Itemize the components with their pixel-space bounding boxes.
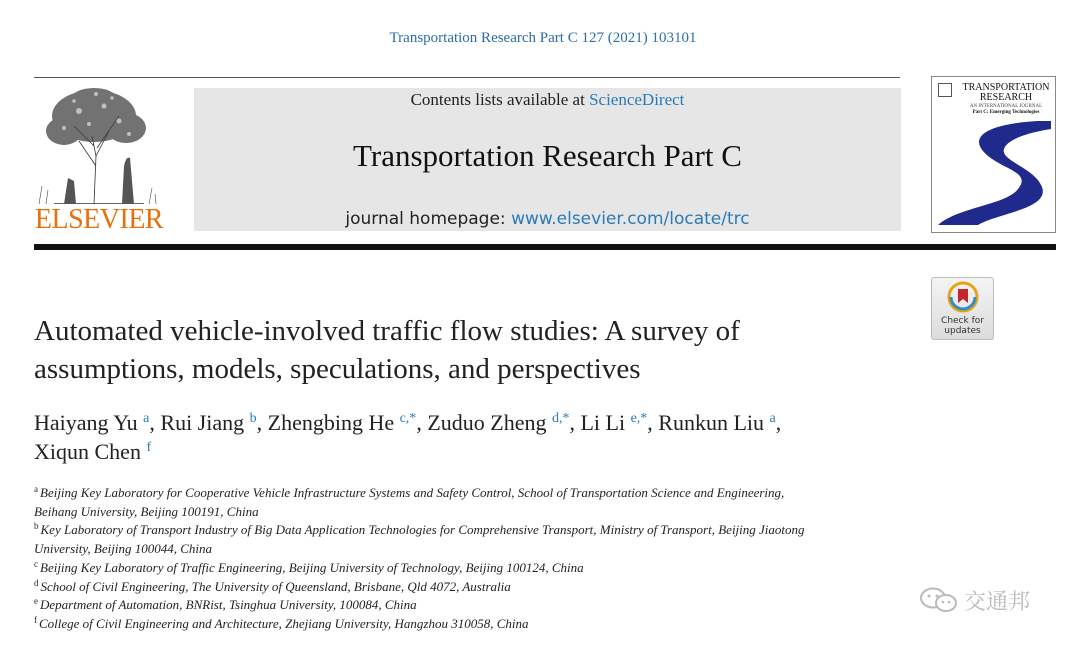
homepage-label: journal homepage:	[345, 209, 512, 229]
cover-part-label: Part C: Emerging Technologies	[972, 110, 1040, 115]
affiliation-item	[34, 578, 914, 597]
elsevier-tree-icon	[34, 86, 160, 204]
author[interactable]	[34, 410, 149, 435]
affiliation-text-cont: University, Beijing 100044, China	[34, 541, 213, 557]
cover-title-line1: TRANSPORTATION	[962, 82, 1050, 93]
author[interactable]	[268, 410, 417, 435]
affiliation-text-cont: Beihang University, Beijing 100191, China	[34, 503, 259, 519]
author-name: Haiyang Yu	[34, 410, 138, 435]
homepage-link[interactable]: www.elsevier.com/locate/trc	[511, 209, 750, 229]
affiliation-item	[34, 484, 914, 521]
crossmark-icon	[947, 281, 979, 313]
elsevier-wordmark: ELSEVIER	[34, 204, 164, 235]
affiliation-text: Department of Automation, BNRist, Tsinghua University, 100084, China	[40, 597, 417, 613]
article-title	[34, 312, 914, 388]
journal-citation[interactable]: Transportation Research Part C 127 (2021) 103101	[389, 30, 697, 46]
author-affiliation-marker[interactable]: c,*	[399, 411, 417, 426]
affiliation-text: Key Laboratory of Transport Industry of Big Data Application Technologies for Comprehensive Transport, Ministry of Transport, Beijing Jiaotong	[40, 522, 805, 538]
article-title-line1: Automated vehicle-involved traffic flow studies: A survey of	[34, 315, 740, 347]
author-affiliation-marker[interactable]: a	[143, 411, 150, 426]
journal-cover-thumbnail[interactable]	[931, 76, 1056, 233]
author[interactable]	[658, 410, 775, 435]
cover-publisher-icon	[938, 83, 952, 97]
affiliation-text: College of Civil Engineering and Architecture, Zhejiang University, Hangzhou 310058, China	[39, 615, 529, 631]
author-affiliation-marker[interactable]: e,*	[630, 411, 648, 426]
cover-river-graphic-icon	[938, 121, 1051, 225]
affiliation-key: f	[34, 614, 37, 625]
cover-title-line2: RESEARCH	[979, 92, 1033, 103]
header-rule	[34, 77, 900, 78]
journal-banner	[194, 88, 901, 231]
wechat-watermark	[918, 585, 1030, 615]
affiliation-key: e	[34, 596, 38, 607]
author-affiliation-marker[interactable]: f	[146, 440, 152, 455]
journal-name: Transportation Research Part C	[353, 138, 742, 173]
affiliation-item	[34, 596, 914, 615]
elsevier-logo[interactable]	[32, 86, 166, 236]
author-name: Zhengbing He	[267, 410, 395, 435]
cover-title	[956, 83, 1056, 103]
author-list: Haiyang Yu $^a$, Rui Jiang $^b$, Zhengbing He $^{c,*}$, Zuduo Zheng $^{d,*}$, Li Li $^{e,*}$, Runkun Liu $^a$, Xiqun Chen $^f$	[34, 410, 782, 464]
author-name: Xiqun Chen	[34, 439, 141, 464]
author[interactable]	[580, 410, 647, 435]
check-for-updates-button[interactable]	[931, 277, 994, 340]
affiliation-item	[34, 521, 914, 558]
author[interactable]	[160, 410, 256, 435]
author[interactable]	[427, 410, 569, 435]
affiliation-text: Beijing Key Laboratory of Traffic Engineering, Beijing University of Technology, Beijing 100124, China	[40, 559, 584, 575]
author-name: Li Li	[580, 410, 626, 435]
check-for-updates-label	[932, 316, 993, 336]
cover-subtitle: AN INTERNATIONAL JOURNAL	[969, 104, 1043, 109]
author-affiliation-marker[interactable]: d,*	[551, 411, 570, 426]
author-name: Runkun Liu	[658, 410, 765, 435]
article-title-line2: assumptions, models, speculations, and perspectives	[34, 353, 641, 385]
watermark-text: 交通邦	[964, 589, 1031, 615]
contents-prefix: Contents lists available at	[410, 90, 590, 109]
affiliation-item	[34, 559, 914, 578]
journal-homepage-line	[194, 209, 901, 229]
wechat-icon	[918, 586, 960, 614]
check-label-line2: updates	[944, 326, 981, 336]
affiliation-text: School of Civil Engineering, The University of Queensland, Brisbane, Qld 4072, Australia	[40, 578, 511, 594]
author-affiliation-marker[interactable]: a	[769, 411, 776, 426]
author-affiliation-marker[interactable]: b	[249, 411, 257, 426]
contents-available-line	[194, 90, 901, 110]
affiliation-key: c	[34, 558, 38, 569]
sciencedirect-link[interactable]: ScienceDirect	[589, 90, 685, 109]
affiliation-list	[34, 484, 914, 634]
affiliation-key: b	[34, 521, 39, 532]
affiliation-key: a	[34, 484, 38, 494]
author-name: Zuduo Zheng	[427, 410, 547, 435]
author-name: Rui Jiang	[160, 410, 245, 435]
affiliation-text: Beijing Key Laboratory for Cooperative Vehicle Infrastructure Systems and Safety Control, School of Transportation Science and Engineering,	[40, 485, 785, 500]
author[interactable]	[34, 439, 151, 464]
header-thick-rule	[34, 244, 1056, 250]
check-label-line1: Check for	[941, 316, 984, 326]
affiliation-item	[34, 615, 914, 634]
affiliation-key: d	[34, 577, 39, 588]
